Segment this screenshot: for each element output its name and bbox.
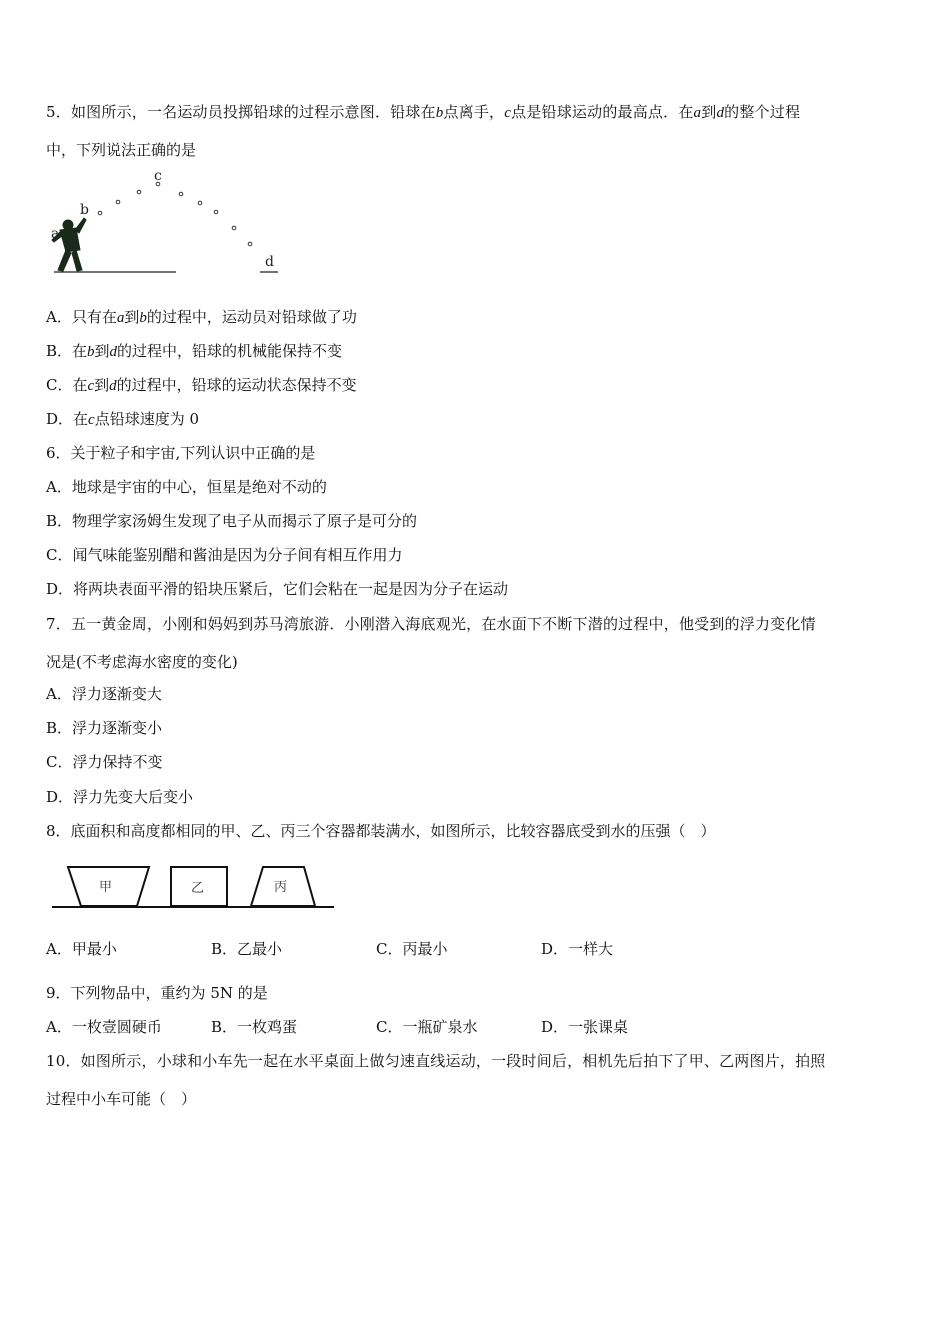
containers-figure xyxy=(50,860,340,912)
container-label-jia: 甲 xyxy=(99,880,113,895)
q9-option-d[interactable]: D．一张课桌 xyxy=(541,1018,629,1036)
q9-option-b[interactable]: B．一枚鸡蛋 xyxy=(211,1018,298,1036)
q8-option-d[interactable]: D．一样大 xyxy=(541,940,614,958)
q5-option-b[interactable]: B．在b到d的过程中，铅球的机械能保持不变 xyxy=(46,342,343,360)
container-label-bing: 丙 xyxy=(274,880,288,895)
q7-option-c[interactable]: C．浮力保持不变 xyxy=(46,753,163,771)
q8-option-b[interactable]: B．乙最小 xyxy=(211,940,283,958)
q9-option-a[interactable]: A．一枚壹圆硬币 xyxy=(46,1018,162,1036)
q5-stem-line2: 中，下列说法正确的是 xyxy=(46,141,197,159)
q6-stem: 6．关于粒子和宇宙,下列认识中正确的是 xyxy=(46,444,316,462)
q6-option-c[interactable]: C．闻气味能鉴别醋和酱油是因为分子间有相互作用力 xyxy=(46,546,403,564)
q5-stem-line1: 5．如图所示，一名运动员投掷铅球的过程示意图．铅球在b点离手，c点是铅球运动的最高点．在a到d的整个过程 xyxy=(46,103,801,121)
q6-option-d[interactable]: D．将两块表面平滑的铅块压紧后，它们会粘在一起是因为分子在运动 xyxy=(46,580,509,598)
q7-stem-line2: 况是(不考虑海水密度的变化) xyxy=(46,653,238,671)
q10-stem-line2: 过程中小车可能（ ） xyxy=(46,1090,197,1108)
q6-option-b[interactable]: B．物理学家汤姆生发现了电子从而揭示了原子是可分的 xyxy=(46,512,418,530)
shot-put-figure xyxy=(46,170,286,280)
figure-label-c: c xyxy=(154,170,162,184)
q7-option-a[interactable]: A．浮力逐渐变大 xyxy=(46,685,162,703)
figure-label-a: a xyxy=(51,226,60,242)
figure-label-d: d xyxy=(265,254,274,270)
q5-option-c[interactable]: C．在c到d的过程中，铅球的运动状态保持不变 xyxy=(46,376,357,394)
q8-stem: 8．底面积和高度都相同的甲、乙、丙三个容器都装满水，如图所示，比较容器底受到水的压强（ ） xyxy=(46,822,716,840)
figure-label-b: b xyxy=(80,202,89,218)
q10-stem-line1: 10．如图所示，小球和小车先一起在水平桌面上做匀速直线运动，一段时间后，相机先后拍下了甲、乙两图片，拍照 xyxy=(46,1052,826,1070)
q7-option-d[interactable]: D．浮力先变大后变小 xyxy=(46,788,194,806)
q8-option-c[interactable]: C．丙最小 xyxy=(376,940,448,958)
q9-stem: 9．下列物品中，重约为 5N 的是 xyxy=(46,984,268,1002)
q5-option-a[interactable]: A．只有在a到b的过程中，运动员对铅球做了功 xyxy=(46,308,357,326)
q8-option-a[interactable]: A．甲最小 xyxy=(46,940,117,958)
q6-option-a[interactable]: A．地球是宇宙的中心，恒星是绝对不动的 xyxy=(46,478,327,496)
q5-option-d[interactable]: D．在c点铅球速度为 0 xyxy=(46,410,200,428)
q9-option-c[interactable]: C．一瓶矿泉水 xyxy=(376,1018,478,1036)
q7-stem-line1: 7．五一黄金周，小刚和妈妈到苏马湾旅游．小刚潜入海底观光，在水面下不断下潜的过程中，他受到的浮力变化情 xyxy=(46,615,816,633)
container-label-yi: 乙 xyxy=(191,881,205,896)
q7-option-b[interactable]: B．浮力逐渐变小 xyxy=(46,719,163,737)
